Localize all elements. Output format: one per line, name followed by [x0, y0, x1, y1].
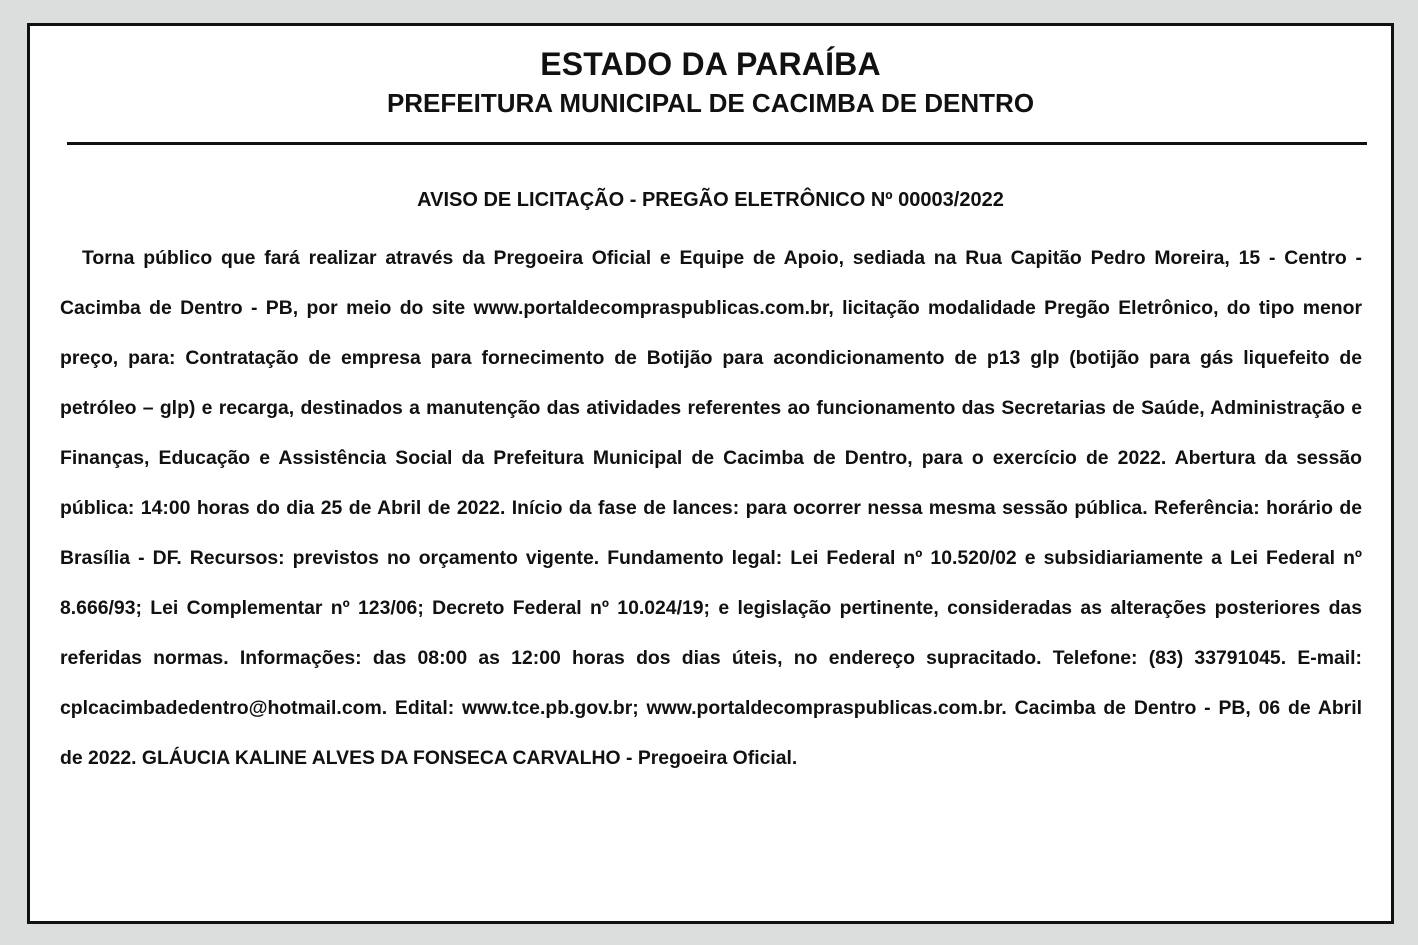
- notice-body: Torna público que fará realizar através da Pregoeira Oficial e Equipe de Apoio, sediada na Rua Capitão Pedro Moreira, 15 - Centro - Cacimba de Dentro - PB, por meio do site www.portaldecompraspublicas.com.br, licitação modalidade Pregão Eletrônico, do tipo menor preço, para: Contratação de empresa para fornecimento de Botijão para acondicionamento de p13 glp (botijão para gás liquefeito de petróleo – glp) e recarga, destinados a manutenção das atividades referentes ao funcionamento das Secretarias de Saúde, Administração e Finanças, Educação e Assistência Social da Prefeitura Municipal de Cacimba de Dentro, para o exercício de 2022. Abertura da sessão pública: 14:00 horas do dia 25 de Abril de 2022. Início da fase de lances: para ocorrer nessa mesma sessão pública. Referência: horário de Brasília - DF. Recursos: previstos no orçamento vigente. Fundamento legal: Lei Federal nº 10.520/02 e subsidiariamente a Lei Federal nº 8.666/93; Lei Complementar nº 123/06; Decreto Federal nº 10.024/19; e legislação pertinente, consideradas as alterações posteriores das referidas normas. Informações: das 08:00 as 12:00 horas dos dias úteis, no endereço supracitado. Telefone: (83) 33791045. E-mail: cplcacimbadedentro@hotmail.com. Edital: www.tce.pb.gov.br; www.portaldecompraspublicas.com.br. Cacimba de Dentro - PB, 06 de Abril de 2022. GLÁUCIA KALINE ALVES DA FONSECA CARVALHO - Pregoeira Oficial.: [60, 247, 1362, 769]
- state-title: ESTADO DA PARAÍBA: [540, 46, 881, 82]
- notice-box: [27, 23, 1394, 924]
- notice-title: AVISO DE LICITAÇÃO - PREGÃO ELETRÔNICO Nº 00003/2022: [417, 189, 1004, 211]
- prefecture-title: PREFEITURA MUNICIPAL DE CACIMBA DE DENTRO: [386, 88, 1035, 118]
- header-divider: [67, 142, 1367, 145]
